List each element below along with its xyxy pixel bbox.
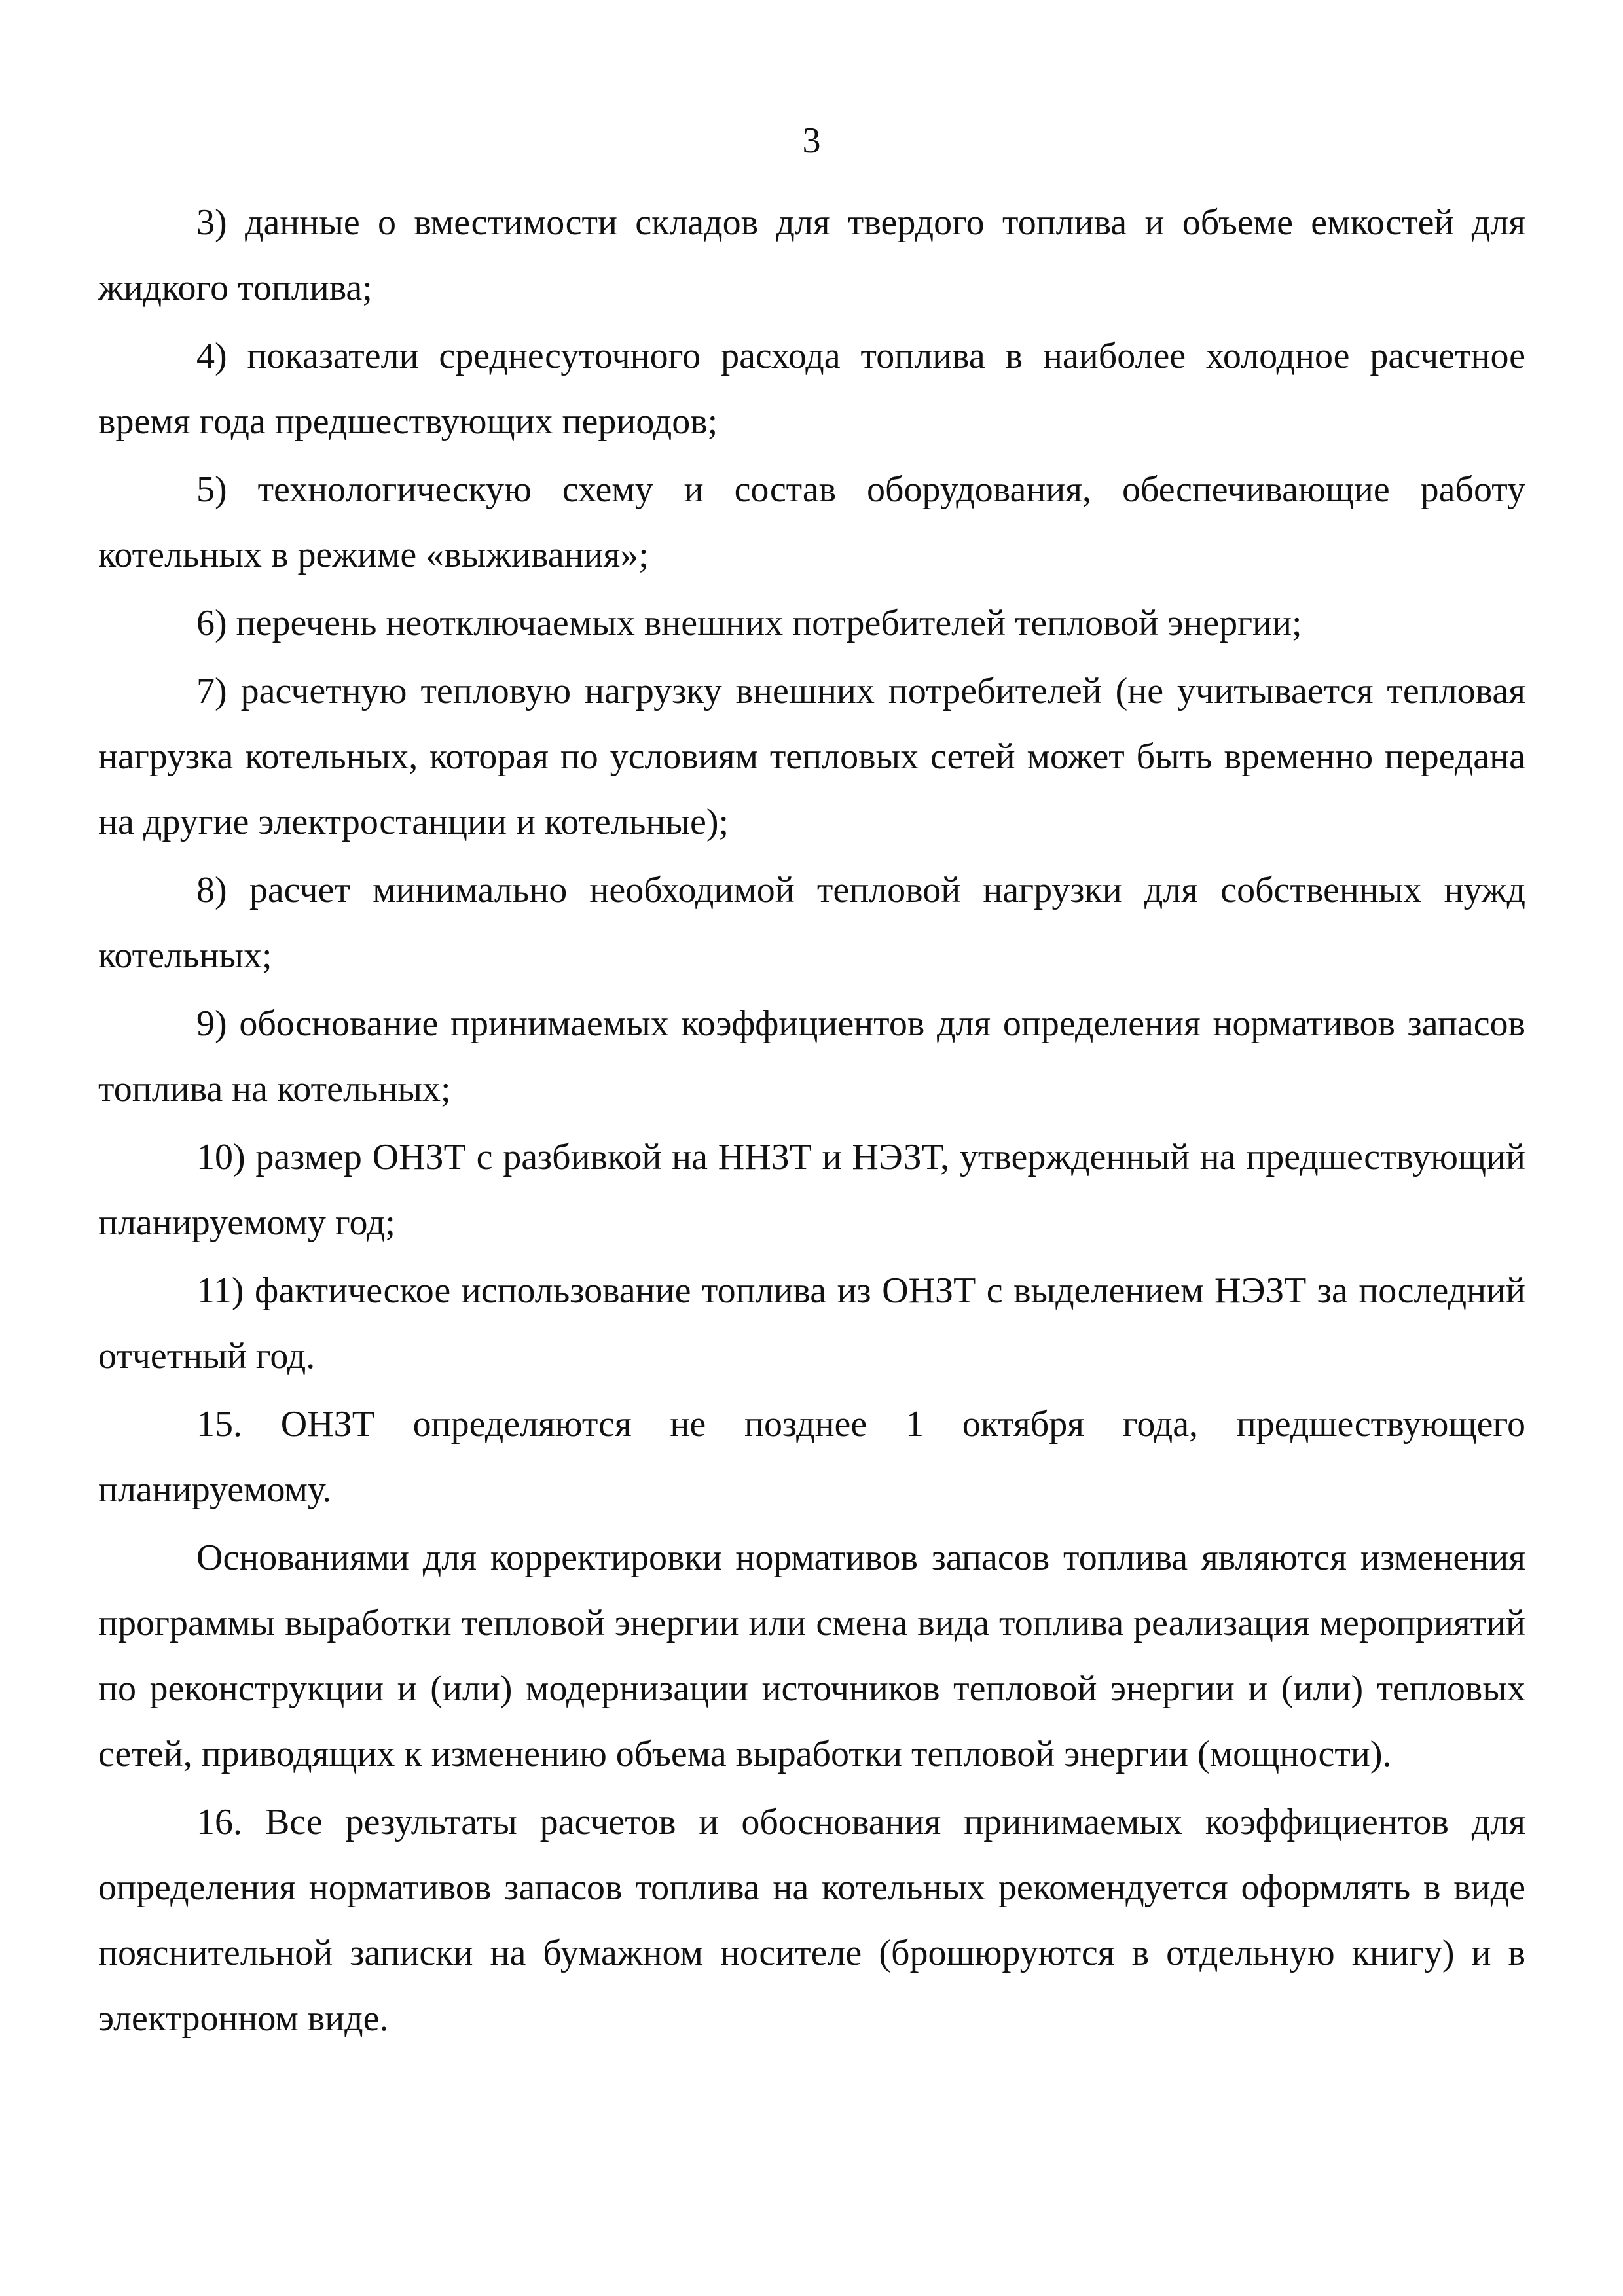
list-item-8: 8) расчет минимально необходимой тепловой нагрузки для собственных нужд котельных; xyxy=(98,870,1525,976)
list-item-6: 6) перечень неотключаемых внешних потребителей тепловой энергии; xyxy=(196,603,1302,643)
list-item-7: 7) расчетную тепловую нагрузку внешних потребителей (не учитывается тепловая нагрузка котельных, которая по условиям тепловых сетей может быть временно передана на другие электростанции и котельные); xyxy=(98,671,1525,842)
list-item-5: 5) технологическую схему и состав оборудования, обеспечивающие работу котельных в режиме «выживания»; xyxy=(98,469,1525,575)
list-item-4: 4) показатели среднесуточного расхода топлива в наиболее холодное расчетное время года предшествующих периодов; xyxy=(98,336,1525,442)
list-item-3: 3) данные о вместимости складов для твердого топлива и объеме емкостей для жидкого топлива; xyxy=(98,202,1525,308)
document-body xyxy=(98,190,1525,2051)
list-item-10: 10) размер ОНЗТ с разбивкой на ННЗТ и НЭЗТ, утвержденный на предшествующий планируемому год; xyxy=(98,1137,1525,1243)
clause-16: 16. Все результаты расчетов и обоснования принимаемых коэффициентов для определения нормативов запасов топлива на котельных рекомендуется оформлять в виде пояснительной записки на бумажном носителе (брошюруются в отдельную книгу) и в электронном виде. xyxy=(98,1802,1525,2039)
list-item-11: 11) фактическое использование топлива из ОНЗТ с выделением НЭЗТ за последний отчетный год. xyxy=(98,1270,1525,1376)
clause-15: 15. ОНЗТ определяются не позднее 1 октября года, предшествующего планируемому. xyxy=(98,1404,1525,1510)
list-item-9: 9) обоснование принимаемых коэффициентов для определения нормативов запасов топлива на котельных; xyxy=(98,1003,1525,1109)
clause-15-correction-paragraph: Основаниями для корректировки нормативов запасов топлива являются изменения программы выработки тепловой энергии или смена вида топлива реализация мероприятий по реконструкции и (или) модернизации источников тепловой энергии и (или) тепловых сетей, приводящих к изменению объема выработки тепловой энергии (мощности). xyxy=(98,1537,1525,1774)
page-number: 3 xyxy=(802,120,821,161)
